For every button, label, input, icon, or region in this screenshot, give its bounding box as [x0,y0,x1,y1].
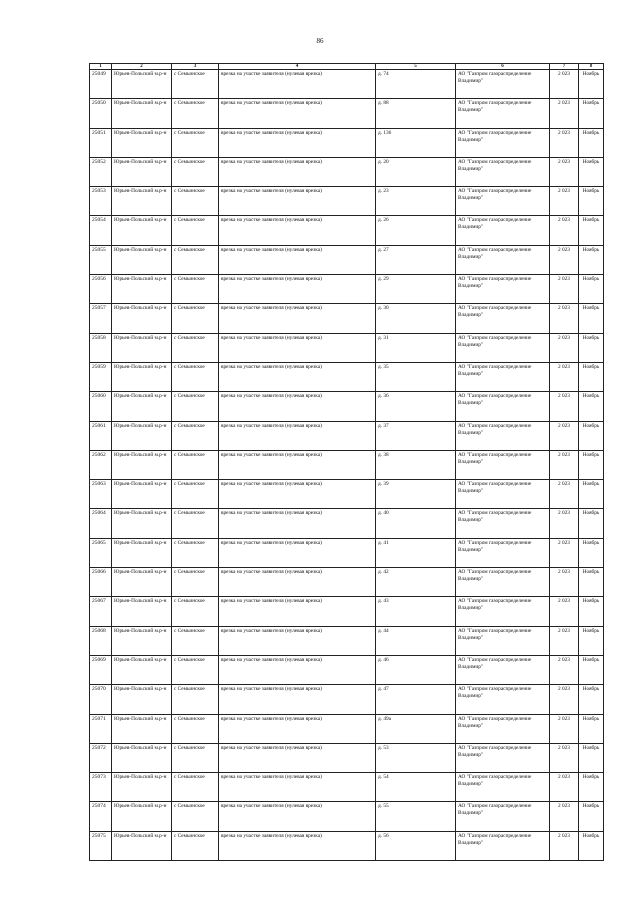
district-cell: Юрьев-Польский м.р-н [112,802,172,831]
row-number: 25058 [90,333,112,362]
month-cell: Ноябрь [579,597,604,626]
col-header: 5 [376,64,456,70]
month-cell: Ноябрь [579,626,604,655]
locality-cell: с Семьинское [172,626,219,655]
year-cell: 2 023 [550,245,579,274]
locality-cell: с Семьинское [172,802,219,831]
address-cell: врезка на участке заявителя (нулевая врезка) [219,450,376,479]
locality-cell: с Семьинское [172,70,219,99]
address-cell: врезка на участке заявителя (нулевая врезка) [219,568,376,597]
month-cell: Ноябрь [579,275,604,304]
row-number: 25060 [90,392,112,421]
col-header: 1 [90,64,112,70]
address-cell: врезка на участке заявителя (нулевая врезка) [219,509,376,538]
district-cell: Юрьев-Польский м.р-н [112,304,172,333]
district-cell: Юрьев-Польский м.р-н [112,480,172,509]
house-cell: д. 54 [376,773,456,802]
month-cell: Ноябрь [579,157,604,186]
table-row [90,275,604,304]
organization-cell: АО "Газпром газораспределение Владимир" [456,802,550,831]
year-cell: 2 023 [550,802,579,831]
organization-cell: АО "Газпром газораспределение Владимир" [456,304,550,333]
address-cell: врезка на участке заявителя (нулевая врезка) [219,743,376,772]
district-cell: Юрьев-Польский м.р-н [112,128,172,157]
month-cell: Ноябрь [579,568,604,597]
month-cell: Ноябрь [579,509,604,538]
row-number: 25067 [90,597,112,626]
house-cell: д. 46 [376,655,456,684]
house-cell: д. 56 [376,831,456,860]
table-row [90,655,604,684]
address-cell: врезка на участке заявителя (нулевая врезка) [219,831,376,860]
month-cell: Ноябрь [579,802,604,831]
locality-cell: с Семьинское [172,714,219,743]
house-cell: д. 88 [376,99,456,128]
year-cell: 2 023 [550,99,579,128]
page-number: 86 [316,37,324,45]
month-cell: Ноябрь [579,538,604,567]
year-cell: 2 023 [550,568,579,597]
month-cell: Ноябрь [579,685,604,714]
row-number: 25069 [90,655,112,684]
table-row [90,597,604,626]
year-cell: 2 023 [550,450,579,479]
house-cell: д. 38 [376,450,456,479]
locality-cell: с Семьинское [172,743,219,772]
address-cell: врезка на участке заявителя (нулевая врезка) [219,70,376,99]
address-cell: врезка на участке заявителя (нулевая врезка) [219,128,376,157]
year-cell: 2 023 [550,216,579,245]
col-header: 4 [219,64,376,70]
month-cell: Ноябрь [579,187,604,216]
address-cell: врезка на участке заявителя (нулевая врезка) [219,362,376,391]
district-cell: Юрьев-Польский м.р-н [112,421,172,450]
year-cell: 2 023 [550,714,579,743]
district-cell: Юрьев-Польский м.р-н [112,509,172,538]
col-header: 2 [112,64,172,70]
row-number: 25057 [90,304,112,333]
month-cell: Ноябрь [579,245,604,274]
address-cell: врезка на участке заявителя (нулевая врезка) [219,157,376,186]
organization-cell: АО "Газпром газораспределение Владимир" [456,597,550,626]
organization-cell: АО "Газпром газораспределение Владимир" [456,333,550,362]
district-cell: Юрьев-Польский м.р-н [112,568,172,597]
year-cell: 2 023 [550,333,579,362]
year-cell: 2 023 [550,773,579,802]
district-cell: Юрьев-Польский м.р-н [112,333,172,362]
locality-cell: с Семьинское [172,773,219,802]
month-cell: Ноябрь [579,70,604,99]
row-number: 25071 [90,714,112,743]
table-row [90,773,604,802]
row-number: 25068 [90,626,112,655]
organization-cell: АО "Газпром газораспределение Владимир" [456,392,550,421]
house-cell: д. 39 [376,480,456,509]
address-cell: врезка на участке заявителя (нулевая врезка) [219,655,376,684]
year-cell: 2 023 [550,275,579,304]
month-cell: Ноябрь [579,392,604,421]
table-row [90,245,604,274]
col-header: 3 [172,64,219,70]
organization-cell: АО "Газпром газораспределение Владимир" [456,655,550,684]
row-number: 25063 [90,480,112,509]
year-cell: 2 023 [550,157,579,186]
address-cell: врезка на участке заявителя (нулевая врезка) [219,99,376,128]
locality-cell: с Семьинское [172,275,219,304]
organization-cell: АО "Газпром газораспределение Владимир" [456,685,550,714]
locality-cell: с Семьинское [172,538,219,567]
locality-cell: с Семьинское [172,509,219,538]
table-row [90,568,604,597]
table-row [90,480,604,509]
table-row [90,333,604,362]
organization-cell: АО "Газпром газораспределение Владимир" [456,626,550,655]
organization-cell: АО "Газпром газораспределение Владимир" [456,157,550,186]
organization-cell: АО "Газпром газораспределение Владимир" [456,187,550,216]
year-cell: 2 023 [550,128,579,157]
month-cell: Ноябрь [579,362,604,391]
house-cell: д. 35 [376,362,456,391]
address-cell: врезка на участке заявителя (нулевая врезка) [219,597,376,626]
table-row [90,421,604,450]
address-cell: врезка на участке заявителя (нулевая врезка) [219,275,376,304]
locality-cell: с Семьинское [172,421,219,450]
year-cell: 2 023 [550,831,579,860]
locality-cell: с Семьинское [172,187,219,216]
organization-cell: АО "Газпром газораспределение Владимир" [456,245,550,274]
table-row [90,216,604,245]
organization-cell: АО "Газпром газораспределение Владимир" [456,275,550,304]
district-cell: Юрьев-Польский м.р-н [112,685,172,714]
district-cell: Юрьев-Польский м.р-н [112,626,172,655]
row-number: 25061 [90,421,112,450]
organization-cell: АО "Газпром газораспределение Владимир" [456,538,550,567]
district-cell: Юрьев-Польский м.р-н [112,831,172,860]
year-cell: 2 023 [550,626,579,655]
locality-cell: с Семьинское [172,480,219,509]
district-cell: Юрьев-Польский м.р-н [112,187,172,216]
address-cell: врезка на участке заявителя (нулевая врезка) [219,538,376,567]
table-row [90,128,604,157]
address-cell: врезка на участке заявителя (нулевая врезка) [219,333,376,362]
locality-cell: с Семьинское [172,450,219,479]
month-cell: Ноябрь [579,714,604,743]
col-header: 6 [456,64,550,70]
organization-cell: АО "Газпром газораспределение Владимир" [456,450,550,479]
district-cell: Юрьев-Польский м.р-н [112,275,172,304]
address-cell: врезка на участке заявителя (нулевая врезка) [219,245,376,274]
table-row [90,626,604,655]
locality-cell: с Семьинское [172,597,219,626]
house-cell: д. 74 [376,70,456,99]
district-cell: Юрьев-Польский м.р-н [112,362,172,391]
organization-cell: АО "Газпром газораспределение Владимир" [456,568,550,597]
row-number: 25074 [90,802,112,831]
house-cell: д. 31 [376,333,456,362]
organization-cell: АО "Газпром газораспределение Владимир" [456,128,550,157]
address-cell: врезка на участке заявителя (нулевая врезка) [219,421,376,450]
locality-cell: с Семьинское [172,304,219,333]
house-cell: д. 43 [376,597,456,626]
month-cell: Ноябрь [579,450,604,479]
year-cell: 2 023 [550,392,579,421]
month-cell: Ноябрь [579,831,604,860]
organization-cell: АО "Газпром газораспределение Владимир" [456,216,550,245]
year-cell: 2 023 [550,655,579,684]
table-row [90,304,604,333]
row-number: 25066 [90,568,112,597]
table-row [90,685,604,714]
table-row [90,70,604,99]
year-cell: 2 023 [550,362,579,391]
house-cell: д. 49а [376,714,456,743]
address-cell: врезка на участке заявителя (нулевая врезка) [219,714,376,743]
district-cell: Юрьев-Польский м.р-н [112,70,172,99]
year-cell: 2 023 [550,70,579,99]
row-number: 25059 [90,362,112,391]
organization-cell: АО "Газпром газораспределение Владимир" [456,421,550,450]
locality-cell: с Семьинское [172,99,219,128]
locality-cell: с Семьинское [172,655,219,684]
month-cell: Ноябрь [579,421,604,450]
row-number: 25054 [90,216,112,245]
address-cell: врезка на участке заявителя (нулевая врезка) [219,392,376,421]
organization-cell: АО "Газпром газораспределение Владимир" [456,70,550,99]
house-cell: д. 42 [376,568,456,597]
register-table [89,63,604,861]
month-cell: Ноябрь [579,304,604,333]
table-row [90,392,604,421]
locality-cell: с Семьинское [172,333,219,362]
district-cell: Юрьев-Польский м.р-н [112,392,172,421]
house-cell: д. 27 [376,245,456,274]
col-header: 7 [550,64,579,70]
month-cell: Ноябрь [579,655,604,684]
house-cell: д. 30 [376,304,456,333]
organization-cell: АО "Газпром газораспределение Владимир" [456,773,550,802]
address-cell: врезка на участке заявителя (нулевая врезка) [219,480,376,509]
row-number: 25073 [90,773,112,802]
year-cell: 2 023 [550,743,579,772]
row-number: 25055 [90,245,112,274]
month-cell: Ноябрь [579,128,604,157]
table-row [90,362,604,391]
district-cell: Юрьев-Польский м.р-н [112,714,172,743]
locality-cell: с Семьинское [172,216,219,245]
district-cell: Юрьев-Польский м.р-н [112,655,172,684]
house-cell: д. 136 [376,128,456,157]
table-row [90,157,604,186]
address-cell: врезка на участке заявителя (нулевая врезка) [219,216,376,245]
house-cell: д. 55 [376,802,456,831]
address-cell: врезка на участке заявителя (нулевая врезка) [219,773,376,802]
row-number: 25075 [90,831,112,860]
year-cell: 2 023 [550,509,579,538]
table-row [90,187,604,216]
house-cell: д. 23 [376,187,456,216]
row-number: 25049 [90,70,112,99]
table-row [90,743,604,772]
district-cell: Юрьев-Польский м.р-н [112,743,172,772]
address-cell: врезка на участке заявителя (нулевая врезка) [219,685,376,714]
month-cell: Ноябрь [579,480,604,509]
row-number: 25053 [90,187,112,216]
locality-cell: с Семьинское [172,568,219,597]
table-row [90,831,604,860]
organization-cell: АО "Газпром газораспределение Владимир" [456,743,550,772]
organization-cell: АО "Газпром газораспределение Владимир" [456,831,550,860]
house-cell: д. 44 [376,626,456,655]
locality-cell: с Семьинское [172,831,219,860]
locality-cell: с Семьинское [172,128,219,157]
organization-cell: АО "Газпром газораспределение Владимир" [456,714,550,743]
house-cell: д. 37 [376,421,456,450]
year-cell: 2 023 [550,480,579,509]
table-row [90,99,604,128]
locality-cell: с Семьинское [172,157,219,186]
row-number: 25051 [90,128,112,157]
table-row [90,714,604,743]
month-cell: Ноябрь [579,773,604,802]
district-cell: Юрьев-Польский м.р-н [112,450,172,479]
row-number: 25052 [90,157,112,186]
month-cell: Ноябрь [579,99,604,128]
row-number: 25062 [90,450,112,479]
organization-cell: АО "Газпром газораспределение Владимир" [456,362,550,391]
year-cell: 2 023 [550,538,579,567]
row-number: 25070 [90,685,112,714]
house-cell: д. 47 [376,685,456,714]
house-cell: д. 26 [376,216,456,245]
row-number: 25050 [90,99,112,128]
district-cell: Юрьев-Польский м.р-н [112,597,172,626]
district-cell: Юрьев-Польский м.р-н [112,157,172,186]
organization-cell: АО "Газпром газораспределение Владимир" [456,509,550,538]
district-cell: Юрьев-Польский м.р-н [112,245,172,274]
row-number: 25072 [90,743,112,772]
table-row [90,538,604,567]
house-cell: д. 41 [376,538,456,567]
row-number: 25056 [90,275,112,304]
organization-cell: АО "Газпром газораспределение Владимир" [456,480,550,509]
col-header: 8 [579,64,604,70]
locality-cell: с Семьинское [172,685,219,714]
address-cell: врезка на участке заявителя (нулевая врезка) [219,626,376,655]
row-number: 25065 [90,538,112,567]
row-number: 25064 [90,509,112,538]
table-row [90,450,604,479]
year-cell: 2 023 [550,685,579,714]
month-cell: Ноябрь [579,743,604,772]
district-cell: Юрьев-Польский м.р-н [112,216,172,245]
locality-cell: с Семьинское [172,245,219,274]
house-cell: д. 29 [376,275,456,304]
table-row [90,509,604,538]
year-cell: 2 023 [550,304,579,333]
year-cell: 2 023 [550,421,579,450]
year-cell: 2 023 [550,597,579,626]
address-cell: врезка на участке заявителя (нулевая врезка) [219,187,376,216]
district-cell: Юрьев-Польский м.р-н [112,538,172,567]
address-cell: врезка на участке заявителя (нулевая врезка) [219,304,376,333]
locality-cell: с Семьинское [172,392,219,421]
house-cell: д. 53 [376,743,456,772]
district-cell: Юрьев-Польский м.р-н [112,99,172,128]
address-cell: врезка на участке заявителя (нулевая врезка) [219,802,376,831]
month-cell: Ноябрь [579,216,604,245]
table-row [90,802,604,831]
month-cell: Ноябрь [579,333,604,362]
locality-cell: с Семьинское [172,362,219,391]
house-cell: д. 40 [376,509,456,538]
house-cell: д. 36 [376,392,456,421]
house-cell: д. 20 [376,157,456,186]
organization-cell: АО "Газпром газораспределение Владимир" [456,99,550,128]
district-cell: Юрьев-Польский м.р-н [112,773,172,802]
year-cell: 2 023 [550,187,579,216]
